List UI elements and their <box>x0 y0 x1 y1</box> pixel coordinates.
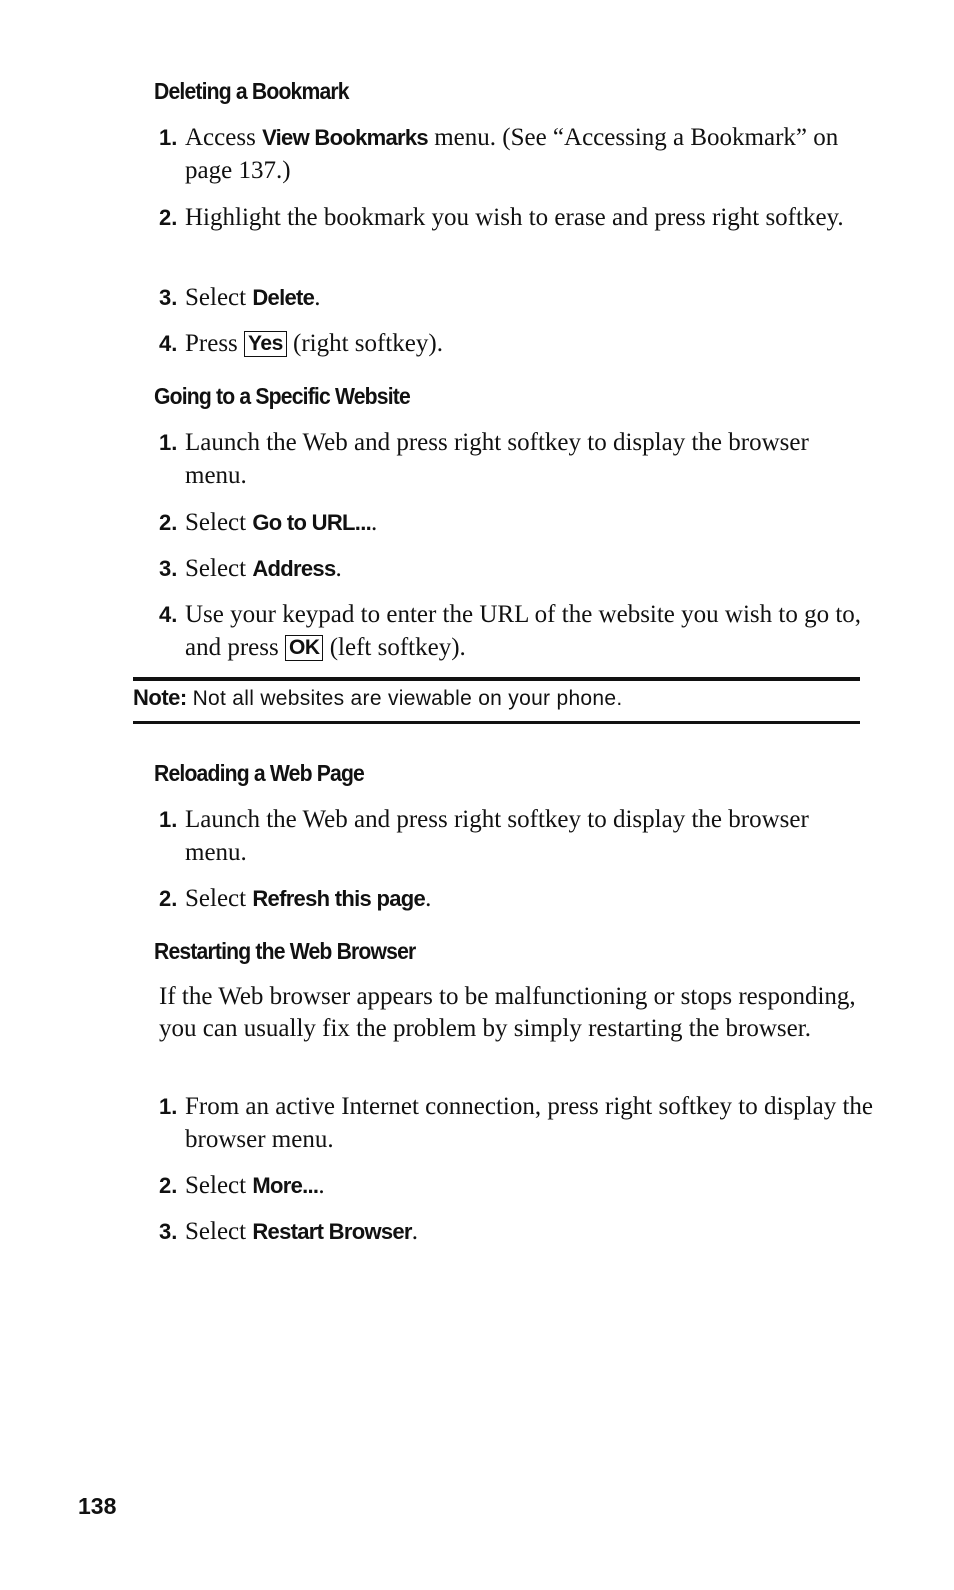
step-text: Launch the Web and press right softkey to display the browser menu. <box>185 429 809 489</box>
step-text: From an active Internet connection, press right softkey to display the browser menu. <box>185 1093 874 1153</box>
step-number: 3. <box>159 285 178 310</box>
softkey-label: OK <box>285 635 324 661</box>
step-text: Select Go to URL.... <box>185 509 378 536</box>
step-text: Press Yes (right softkey). <box>185 330 443 357</box>
step-text: Select Refresh this page. <box>185 885 432 912</box>
menu-item-label: Delete <box>252 285 315 310</box>
menu-item-label: View Bookmarks <box>262 125 428 150</box>
section-heading-reloading-page: Reloading a Web Page <box>154 760 364 786</box>
note-bottom-rule <box>133 721 860 724</box>
softkey-label: Yes <box>244 331 287 357</box>
step-text: Select Restart Browser. <box>185 1218 419 1245</box>
menu-item-label: Address <box>252 556 336 581</box>
step-text: Launch the Web and press right softkey to display the browser menu. <box>185 806 809 866</box>
intro-paragraph: If the Web browser appears to be malfunctioning or stops responding, you can usually fix the problem by simply restarting the browser. <box>159 983 856 1042</box>
step-text: Use your keypad to enter the URL of the website you wish to go to, and press OK (left softkey). <box>185 601 862 661</box>
section-heading-deleting-bookmark: Deleting a Bookmark <box>154 78 349 104</box>
step-number: 1. <box>159 1094 178 1119</box>
step-number: 2. <box>159 510 178 535</box>
step-text: Select More.... <box>185 1172 325 1199</box>
section-heading-restarting-browser: Restarting the Web Browser <box>154 938 416 964</box>
menu-item-label: Refresh this page <box>252 886 426 911</box>
step-number: 3. <box>159 1219 178 1244</box>
step-number: 1. <box>159 807 178 832</box>
page-number: 138 <box>78 1493 117 1519</box>
step-number: 1. <box>159 125 178 150</box>
step-number: 2. <box>159 886 178 911</box>
step-number: 3. <box>159 556 178 581</box>
step-text: Highlight the bookmark you wish to erase and press right softkey. <box>185 204 844 231</box>
menu-item-label: Go to URL... <box>252 510 372 535</box>
menu-item-label: More... <box>252 1173 319 1198</box>
menu-item-label: Restart Browser <box>252 1219 412 1244</box>
step-number: 2. <box>159 1173 178 1198</box>
step-number: 1. <box>159 430 178 455</box>
step-number: 4. <box>159 602 178 627</box>
note-label: Note: <box>133 685 187 710</box>
note <box>133 681 623 715</box>
step-number: 2. <box>159 205 178 230</box>
step-text: Select Delete. <box>185 284 321 311</box>
section-heading-specific-website: Going to a Specific Website <box>154 383 410 409</box>
note-text: Not all websites are viewable on your phone. <box>192 687 623 710</box>
step-number: 4. <box>159 331 178 356</box>
step-text: Select Address. <box>185 555 342 582</box>
step-text: Access View Bookmarks menu. (See “Accessing a Bookmark” on page 137.) <box>185 124 839 184</box>
